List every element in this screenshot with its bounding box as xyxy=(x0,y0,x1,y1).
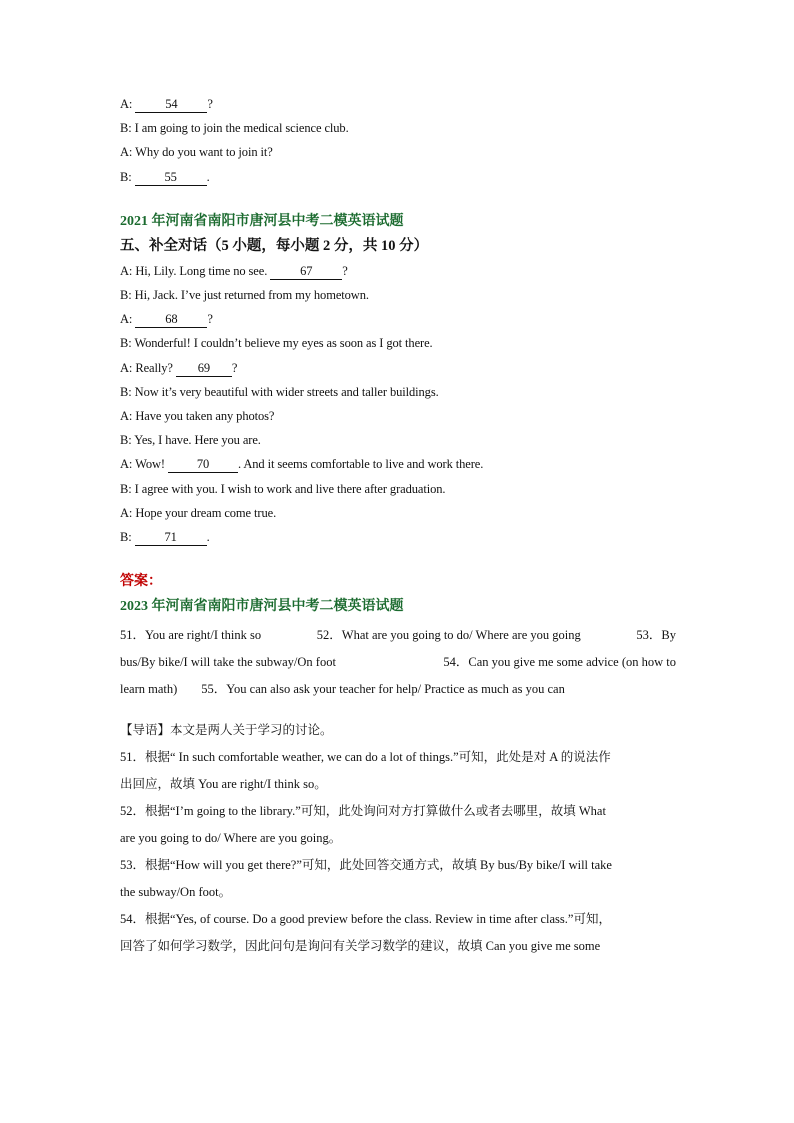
answer-blank: 67 xyxy=(270,264,342,280)
section-title-2021: 2021 年河南省南阳市唐河县中考二模英语试题 xyxy=(120,213,404,229)
answer-blank: 69 xyxy=(176,361,232,377)
dialogue-line: B: Wonderful! I couldn’t believe my eyes as soon as I got there. xyxy=(120,336,433,351)
explanation-line: 52．根据“I’m going to the library.”可知，此处询问对方打算做什么或者去哪里，故填 What xyxy=(120,804,606,819)
dialogue-line: B: Now it’s very beautiful with wider streets and taller buildings. xyxy=(120,384,439,399)
answer-section-title: 2023 年河南省南阳市唐河县中考二模英语试题 xyxy=(120,599,404,615)
answer-blank: 54 xyxy=(135,97,207,113)
dialogue-line: A: 68 ? xyxy=(120,312,213,327)
explanation-line: 出回应，故填 You are right/I think so。 xyxy=(120,777,327,792)
explanation-line: are you going to do/ Where are you going。 xyxy=(120,831,342,846)
dialogue-line: A: Wow! 70 . And it seems comfortable to live and work there. xyxy=(120,457,484,472)
dialogue-line: A: Why do you want to join it? xyxy=(120,145,273,160)
explanations xyxy=(120,717,680,960)
explanation-line: 54．根据“Yes, of course. Do a good preview before the class. Review in time after class.”可知， xyxy=(120,912,611,927)
document-page xyxy=(120,92,680,960)
explanation-line: 51．根据“ In such comfortable weather, we can do a lot of things.”可知，此处是对 A 的说法作 xyxy=(120,750,611,765)
dialogue-line: B: I agree with you. I wish to work and live there after graduation. xyxy=(120,481,446,496)
answer-key-line: learn math) 55．You can also ask your teacher for help/ Practice as much as you can xyxy=(120,682,565,697)
dialogue-line: A: Hi, Lily. Long time no see. 67 ? xyxy=(120,263,348,278)
section-subtitle: 五、补全对话（5 小题，每小题 2 分，共 10 分） xyxy=(120,237,429,254)
dialogue-line: A: Hope your dream come true. xyxy=(120,505,277,520)
explanation-line: the subway/On foot。 xyxy=(120,885,232,900)
dialogue-top xyxy=(120,92,680,189)
answer-blank: 70 xyxy=(168,457,238,473)
answer-key xyxy=(120,622,680,703)
dialogue-line: A: Really? 69 ? xyxy=(120,360,238,375)
dialogue-line: A: Have you taken any photos? xyxy=(120,409,275,424)
answer-blank: 68 xyxy=(135,312,207,328)
dialogue-line: A: 54 ? xyxy=(120,97,213,111)
dialogue-line: B: 55 . xyxy=(120,169,210,184)
answer-key-line: bus/By bike/I will take the subway/On foot 54．Can you give me some advice (on how to xyxy=(120,655,676,670)
explanation-line: 53．根据“How will you get there?”可知，此处回答交通方式，故填 By bus/By bike/I will take xyxy=(120,858,612,873)
dialogue-2021 xyxy=(120,259,680,549)
answer-blank: 55 xyxy=(135,170,207,186)
answer-key-line: 51．You are right/I think so 52．What are you going to do/ Where are you going 53．By xyxy=(120,628,676,643)
dialogue-line: B: I am going to join the medical science club. xyxy=(120,121,349,136)
explanation-line: 回答了如何学习数学，因此问句是询问有关学习数学的建议，故填 Can you give me some xyxy=(120,939,601,954)
dialogue-line: B: 71 . xyxy=(120,530,210,545)
dialogue-line: B: Hi, Jack. I’ve just returned from my hometown. xyxy=(120,288,369,303)
answer-label: 答案： xyxy=(120,574,162,590)
dialogue-line: B: Yes, I have. Here you are. xyxy=(120,433,261,448)
answer-blank: 71 xyxy=(135,530,207,546)
guide-text: 【导语】本文是两人关于学习的讨论。 xyxy=(120,723,333,738)
